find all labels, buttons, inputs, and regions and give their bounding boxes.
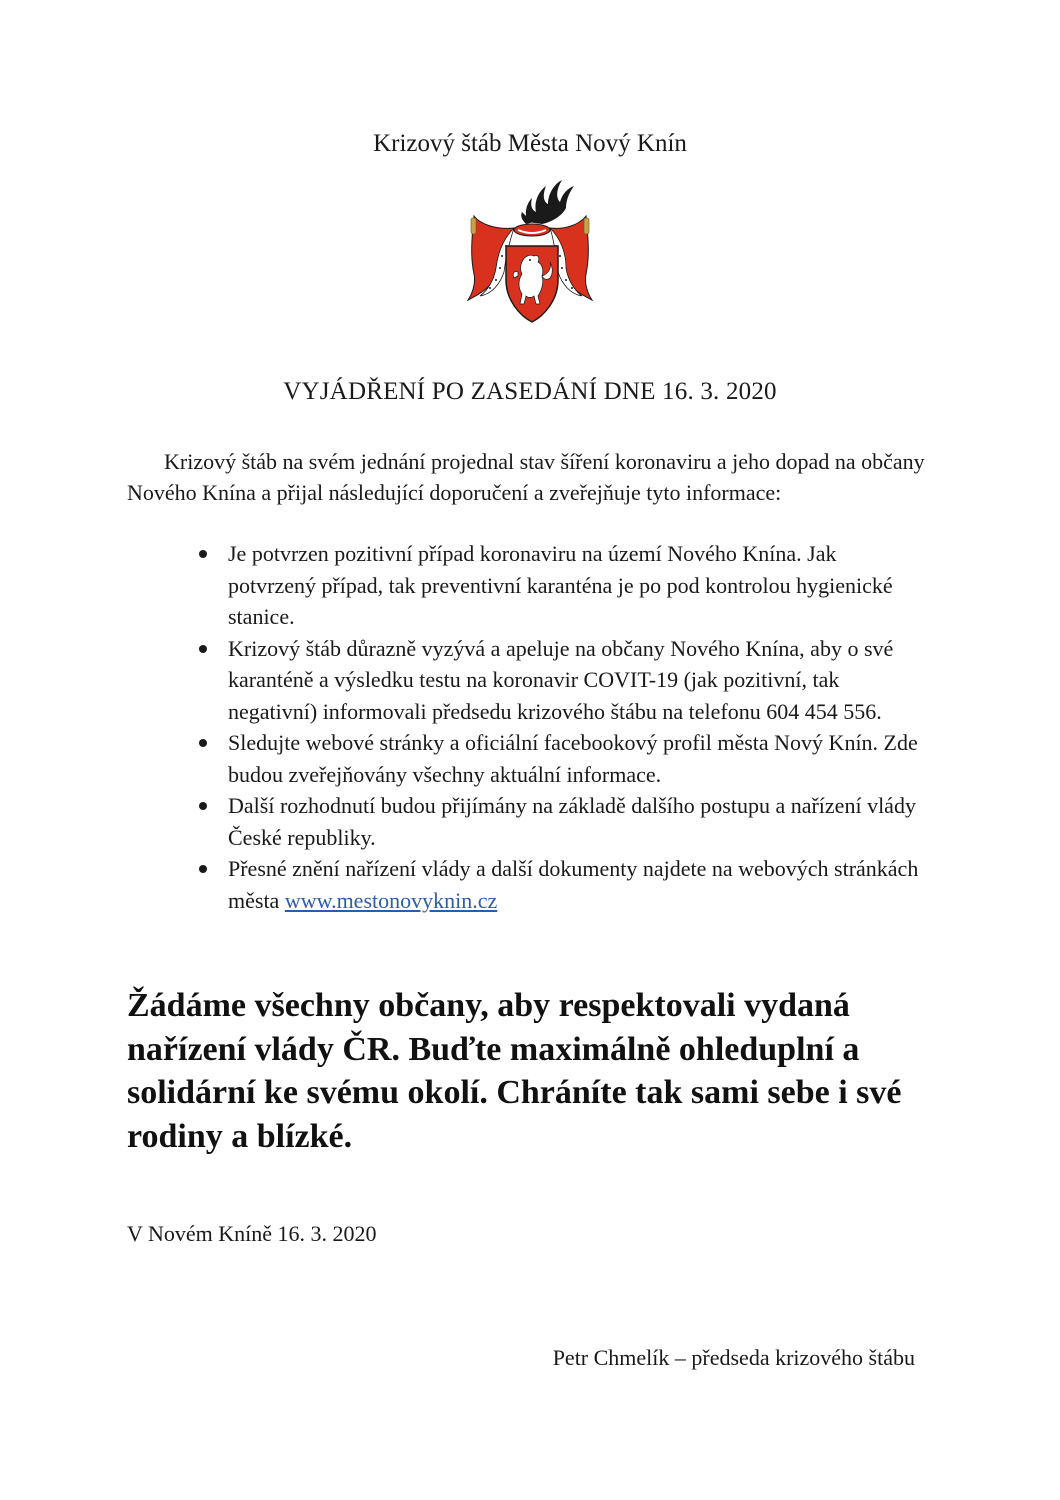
list-item-text: Krizový štáb důrazně vyzývá a apeluje na občany Nového Knína, aby o své karanténě a výsledku testu na koronavir COVIT-19 (jak pozitivní, tak negativní) informovali předsedu krizového štábu na telefonu 604 454 556.: [228, 635, 894, 724]
appeal-statement: Žádáme všechny občany, aby respektovali vydaná nařízení vlády ČR. Buďte maximálně ohleduplní a solidární ke svému okolí. Chráníte tak sami sebe i své rodiny a blízké.: [127, 987, 902, 1155]
signature-line: Petr Chmelík – předseda krizového štábu: [552, 1345, 915, 1370]
list-item-text: Sledujte webové stránky a oficiální facebookový profil města Nový Knín. Zde budou zveřejňovány všechny aktuální informace.: [228, 730, 918, 787]
list-item: [196, 727, 928, 790]
intro-paragraph: Krizový štáb na svém jednání projednal stav šíření koronaviru a jeho dopad na občany Nového Knína a přijal následující doporučení a zveřejňuje tyto informace:: [127, 449, 925, 505]
document-heading: VYJÁDŘENÍ PO ZASEDÁNÍ DNE 16. 3. 2020: [283, 378, 777, 405]
place-and-date: V Novém Kníně 16. 3. 2020: [127, 1221, 377, 1246]
bullet-icon: [199, 739, 207, 747]
bullet-icon: [199, 865, 207, 873]
list-item: [196, 538, 928, 633]
list-item-text: Přesné znění nařízení vlády a další dokumenty najdete na webových stránkách města: [228, 856, 919, 913]
bullet-icon: [199, 802, 207, 810]
bullet-icon: [199, 645, 207, 653]
list-item-text: Další rozhodnutí budou přijímány na základě dalšího postupu a nařízení vlády České republiky.: [228, 793, 916, 850]
bullet-icon: [199, 550, 207, 558]
information-list: [196, 538, 928, 916]
list-item-text: Je potvrzen pozitivní případ koronaviru na území Nového Knína. Jak potvrzený případ, tak preventivní karanténa je po pod kontrolou hygienické stanice.: [228, 541, 893, 629]
list-item: [196, 790, 928, 853]
city-website-link[interactable]: www.mestonovyknin.cz: [284, 887, 498, 913]
city-coat-of-arms-icon: [466, 176, 594, 330]
list-item: [196, 633, 928, 728]
list-item: [196, 853, 928, 916]
organization-title: Krizový štáb Města Nový Knín: [373, 130, 687, 157]
